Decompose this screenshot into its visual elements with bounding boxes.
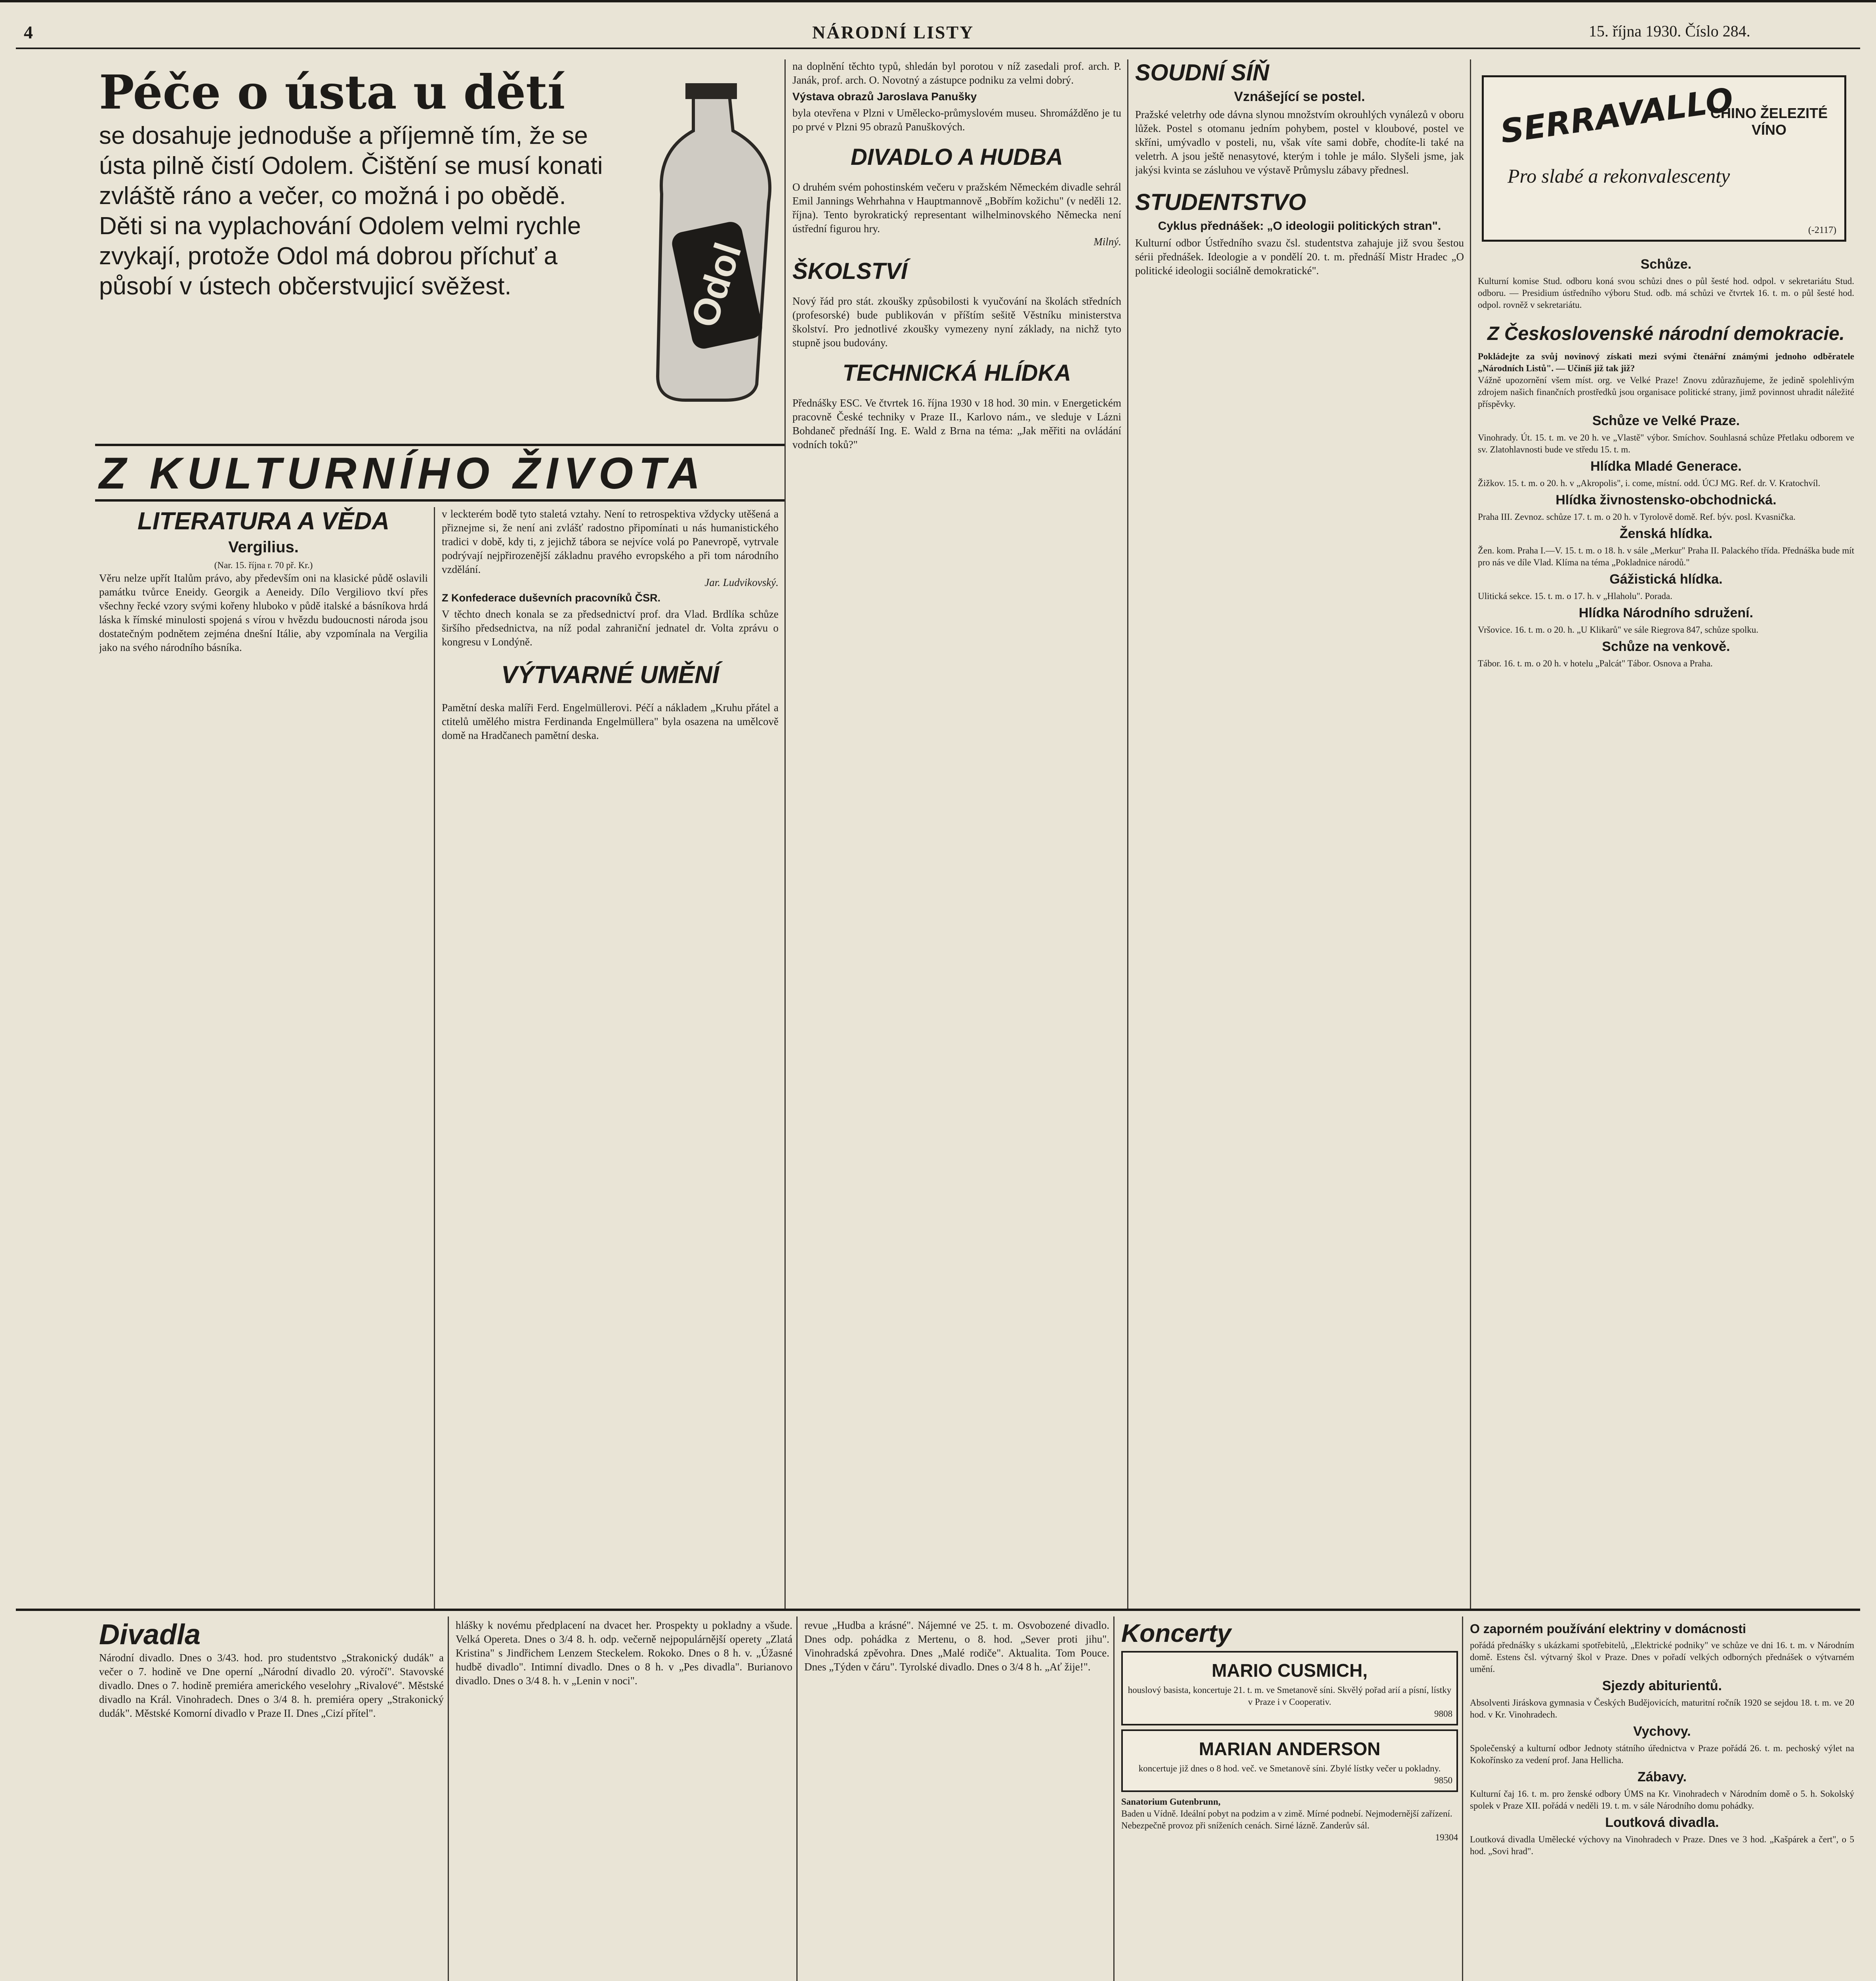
culture-rule-bottom (95, 499, 784, 502)
serravallo-slogan: Pro slabé a rekonvalescenty (1508, 165, 1730, 187)
issue-date: 15. října 1930. Číslo 284. (1589, 22, 1750, 40)
skolstvi-title: ŠKOLSTVÍ (792, 258, 908, 284)
anderson-text: koncertuje již dnes o 8 hod. več. ve Smetanově síni. Zbylé lístky večer u pokladny. (1138, 1763, 1441, 1773)
right-item-title: Hlídka živnostensko-obchodnická. (1555, 492, 1777, 508)
zabavy-title: Zábavy. (1637, 1769, 1687, 1784)
right-column (1478, 254, 1854, 1609)
right-item-text: Tábor. 16. t. m. o 20 h. v hotelu „Palcát" Tábor. Osnova a Praha. (1478, 658, 1713, 668)
right-item-text: Vršovice. 16. t. m. o 20. h. „U Klikarů" ve sále Riegrova 847, schůze spolku. (1478, 625, 1759, 635)
right-bottom-column (1470, 1618, 1854, 1981)
serravallo-ad (1482, 75, 1846, 242)
panuska-text: byla otevřena v Plzni v Umělecko-průmyslovém museu. Shromážděno je tu po prvé v Plzni 95 obrazů Panuškových. (792, 107, 1121, 133)
cusmich-ad (1121, 1651, 1458, 1725)
vergilius-continuation: v leckterém bodě tyto staletá vztahy. Není to retrospektiva vždycky utěšená a přiznejme si, že není ani zvlášť radostno připomínati u nás humanistického tradici v době, kdy ti, z jejichž tábora se nejvíce volá po Panevropě, vytrvale podrývají nejpřirozenější základnu pravého evropského a při tom národního vzdělání. (442, 508, 779, 575)
culture-section-title: Z KULTURNÍHO ŽIVOTA (99, 448, 706, 498)
column-divider-2 (784, 59, 786, 1609)
column-divider-5 (448, 1616, 449, 1981)
middle-culture-column (442, 507, 779, 1609)
demokracie-title: Z Československé národní demokracie. (1487, 323, 1845, 344)
soudni-sin-title: SOUDNÍ SÍŇ (1135, 60, 1269, 86)
studentstvo-subtitle: Cyklus přednášek: „O ideologii politických stran". (1158, 219, 1441, 233)
vergilius-dateline: (Nar. 15. října r. 70 př. Kr.) (214, 560, 313, 570)
divadla-text: Národní divadlo. Dnes o 3/43. hod. pro studentstvo „Strakonický dudák" a večer o 7. hodině ve Dne operní „Národní divadlo 20. výročí". Stavovské divadlo. Dnes o 7. hodině premiéra amerického veselohry „Rivalové". Městské divadlo na Král. Vinohradech. Dnes o 3/4 8. h. premiéra opery „Strakonický dudák". Městské Komorní divadlo v Praze II. Dnes „Cizí přítel". (99, 1652, 444, 1719)
anderson-code: 9850 (1434, 1775, 1452, 1785)
theatre-text-3: revue „Hudba a krásné". Nájemné ve 25. t. m. Osvobozené divadlo. Dnes odp. pohádka z Mertenu, o 8. hod. „Sever proti jihu". Vinohradská zpěvohra. Dnes „Malé rodiče". Aktualita. Tom Pouce. Dnes „Týden v čáru". Tyrolské divadlo. Dnes o 3/4 8 h. „Ať žije!". (804, 1619, 1109, 1673)
cusmich-text: houslový basista, koncertuje 21. t. m. ve Smetanově síni. Skvělý pořad arií a písní, lístky v Praze i v Cooperativ. (1128, 1685, 1452, 1707)
right-item-text: Žen. kom. Praha I.—V. 15. t. m. o 18. h. v sále „Merkur" Praha II. Palackého třída. Přednáška bude mít pro nás ve díle Vlad. Klíma na téma „Pokladnice národů." (1478, 546, 1854, 567)
vergilius-body: Věru nelze upřít Italům právo, aby především oni na klasické půdě oslavili památku tvůrce Eneidy. Georgik a Aeneidy. Dílo Vergiliovo tkví přes všechny řecké vzory svými kořeny hluboko v půdě italské a básníkova hrdá láska k římské minulosti spojená s vírou v hvězdu budoucnosti národa jsou dostatečným podnětem zejména dnešní Itálie, aby vzpomínala na Vergilia jako na svého národního básníka. (99, 572, 428, 653)
vychovy-text: Společenský a kulturní odbor Jednoty státního úřednictva v Praze pořádá 26. t. m. pechoský výlet na Kokořínsko za vedení prof. Jana Hellicha. (1470, 1743, 1854, 1765)
serravallo-product: CHINO ŽELEZITÉ VÍNO (1710, 105, 1828, 138)
zabavy-text: Kulturní čaj 16. t. m. pro ženské odbory ÚMS na Kr. Vinohradech v Národním domě o 5. h. Sokolský spolek v Praze XII. pořádá v neděli 19. t. m. v sále Národního domu pohádky. (1470, 1789, 1854, 1811)
column-divider-7 (1113, 1616, 1115, 1981)
odporucene-title: O zaporném používání elektriny v domácnosti (1470, 1622, 1746, 1636)
odol-text: se dosahuje jednoduše a příjemně tím, že se ústa pilně čistí Odolem. Čištění se musí konati zvláště ráno a večer, co možná i po obědě. Děti si na vyplachování Odolem velmi rychle zvykají, protože Odol má dobrou příchuť a působí v ústech občerstvujicí svěžest. (99, 122, 603, 300)
vytvarne-text: Pamětní deska malíři Ferd. Engelmüllerovi. Péčí a nákladem „Kruhu přátel a ctitelů umělého mistra Ferdinanda Engelmüllera" byla osazena na umělcově domě na Hradčanech pamětní deska. (442, 702, 779, 741)
konfederace-title: Z Konfederace duševních pracovníků ČSR. (442, 592, 661, 604)
top-center-column (792, 59, 1121, 1609)
technicka-title: TECHNICKÁ HLÍDKA (842, 360, 1071, 386)
studentstvo-text: Kulturní odbor Ústředního svazu čsl. studentstva zahajuje již svou šestou sérii přednášek. Ideologie a v pondělí 20. t. m. přednáší Mistr Hradec „O politické ideologii sociálně demokratické". (1135, 237, 1464, 277)
loutkova-title: Loutková divadla. (1605, 1815, 1719, 1830)
sanatorium-code: 19304 (1435, 1832, 1458, 1842)
vychovy-title: Vychovy. (1633, 1724, 1691, 1739)
postel-title: Vznášející se postel. (1234, 89, 1365, 104)
anderson-name: MARIAN ANDERSON (1199, 1739, 1381, 1759)
right-item-title: Hlídka Národního sdružení. (1578, 605, 1754, 620)
postel-text: Pražské veletrhy ode dávna slynou množstvím okrouhlých vynálezů v oboru lůžek. Postel s otomanu jedním pohybem, postel v kloubové, postel ve skříni, umývadlo v posteli, nu, však víte sami dobře, chodíte-li také na veletrh. A jsou ještě nenasytové, kterým i tohle je málo. Slyšeli jsme, jak jakýsi kvinta se zásluhou ve výstavě Průmyslu zábavy přednesl. (1135, 109, 1464, 176)
odporucene-text: pořádá přednášky s ukázkami spotřebitelů, „Elektrické podniky" ve schůze ve dni 16. t. m. v Národním domě. Estens čsl. výtvarný škol v Praze. Dnes v pořadí velkých odborných přednášek o výtvarném umění. (1470, 1640, 1854, 1674)
odol-bottle-image (626, 83, 792, 408)
right-item-list (1478, 413, 1854, 670)
right-item-title: Ženská hlídka. (1619, 526, 1713, 541)
studentstvo-title: STUDENTSTVO (1135, 189, 1306, 215)
theatre-column-2 (456, 1618, 792, 1981)
schuze-text: Kulturní komise Stud. odboru koná svou schůzi dnes o půl šesté hod. odpol. v sekretariátu Stud. odboru. — Presidium ústředního výboru Stud. odb. má schůzi ve čtvrtek 16. t. m. o půl šesté hod. odpol. rovněž v sekretariátu. (1478, 276, 1854, 310)
schuze-title: Schůze. (1640, 257, 1692, 272)
konfederace-text: V těchto dnech konala se za předsednictví prof. dra Vlad. Brdlíka schůze širšího předsednictva, na níž podal zahraniční jednatel dr. Volta zprávu o kongresu v Londýně. (442, 608, 779, 648)
skolstvi-text: Nový řád pro stát. zkoušky způsobilosti k vyučování na školách středních (profesorské) bude publikován v příštím sešitě Věstníku ministerstva školství. Pro jednotlivé zkoušky vymezeny nyní základy, na nichž tyto stupně jsou budovány. (792, 295, 1121, 349)
panuska-title: Výstava obrazů Jaroslava Panušky (792, 90, 977, 103)
literatura-column (99, 507, 428, 1609)
typy-text: na doplnění těchto typů, shledán byl porotou v níž zasedali prof. arch. P. Janák, prof. arch. O. Novotný a zástupce podniku za velmi dobrý. (792, 60, 1121, 86)
right-item-title: Schůze ve Velké Praze. (1592, 413, 1740, 428)
technicka-text: Přednášky ESC. Ve čtvrtek 16. října 1930 v 18 hod. 30 min. v Energetickém pracovně České techniky v Praze II., Karlovo nám., ve sleduje v Lázni Bohdaneč přednáší Ing. E. Wald z Brna na téma: „Jak měřiti na ovládání vodních toků?" (792, 397, 1121, 450)
right-item-title: Gážistická hlídka. (1609, 572, 1723, 587)
koncerty-block (1121, 1618, 1458, 1975)
right-item-title: Hlídka Mladé Generace. (1590, 459, 1742, 474)
theatre-text-2: hlášky k novému předplacení na dvacet her. Prospekty u pokladny a všude. Velká Opereta. Dnes o 3/4 8. h. odp. večerně nejpopulárnější operety „Zlatá Kristina" s Jindřichem Lenzem Steckelem. Rokoko. Dnes o 8 h. v. „Úžasné hudbě divadlo". Intimní divadlo. Dnes o 8 h. v „Pes divadla". Burianovo divadlo. Dnes o 3/4 8. h. v „Lenin v noci". (456, 1619, 792, 1687)
newspaper-title: NÁRODNÍ LISTY (812, 22, 974, 42)
divadla-column (99, 1618, 444, 1981)
vytvarne-title: VÝTVARNÉ UMĚNÍ (501, 661, 719, 689)
right-item-title: Schůze na venkově. (1602, 639, 1730, 654)
column-divider-4 (1470, 59, 1471, 1609)
header-rule (16, 48, 1860, 49)
culture-rule-top (95, 444, 784, 446)
demokracie-lead: Pokládejte za svůj novinový získati mezi svými čtenářní známými jednoho odběratele „Národních Listů". — Učiníš již tak již? (1478, 351, 1854, 373)
sanatorium-title: Sanatorium Gutenbrunn, (1121, 1797, 1221, 1807)
koncerty-title: Koncerty (1121, 1619, 1231, 1647)
column-divider-1 (434, 507, 435, 1609)
right-item-text: Vinohrady. Út. 15. t. m. ve 20 h. ve „Vlastě" výbor. Smíchov. Souhlasná schůze Přetlaku odborem ve sv. Zlatohlavnosti bude ve středu 15. t. m. (1478, 433, 1854, 454)
sjezdy-text: Absolventi Jiráskova gymnasia v Českých Budějovicích, maturitní ročník 1920 se sejdou 18. t. m. ve 20 hod. v Kr. Vinohradech. (1470, 1698, 1854, 1720)
odol-ad (99, 67, 792, 440)
column-divider-3 (1127, 59, 1128, 1609)
column-divider-8 (1462, 1616, 1463, 1981)
divadlo-signature: Milný. (1094, 236, 1121, 248)
divadlo-hudba-title: DIVADLO A HUDBA (851, 144, 1063, 170)
section-divider (16, 1609, 1860, 1611)
top-border (0, 0, 1876, 2)
cusmich-name: MARIO CUSMICH, (1212, 1660, 1368, 1681)
soudni-sin-column (1135, 59, 1464, 1609)
divadla-title: Divadla (99, 1619, 201, 1651)
sjezdy-title: Sjezdy abiturientů. (1602, 1678, 1722, 1693)
column-divider-6 (796, 1616, 798, 1981)
literatura-title: LITERATURA A VĚDA (137, 508, 390, 535)
right-item-text: Žižkov. 15. t. m. o 20. h. v „Akropolis", i. come, místní. odd. ÚCJ MG. Ref. dr. V. Kratochvíl. (1478, 478, 1821, 488)
anderson-ad (1121, 1729, 1458, 1792)
page-number: 4 (24, 22, 33, 42)
serravallo-code: (-2117) (1808, 225, 1836, 235)
demokracie-text: Vážně upozornění všem míst. org. ve Velké Praze! Znovu zdůrazňujeme, že jedině spolehlivým zdrojem našich finančních prostředků jsou organisace politické strany, jimž povinnost uhradit náležité příspěvky. (1478, 375, 1854, 409)
divadlo-hudba-text: O druhém svém pohostinském večeru v pražském Německém divadle sehrál Emil Jannings Wehrhahna v Hauptmannově „Bobřím kožichu" (v neděli 12. října). Tento byrokratický representant wilhelminovského Německa není ústřední figurou hry. (792, 181, 1121, 235)
vergilius-signature: Jar. Ludvikovský. (704, 576, 779, 588)
serravallo-brand: SERRAVALLO (1498, 81, 1736, 151)
vergilius-title: Vergilius. (228, 538, 299, 556)
sanatorium-text: Baden u Vídně. Ideální pobyt na podzim a v zimě. Mírné podnebí. Nejmodernější zařízení. Nebezpečně provoz při sníženích cenách. Sirné lázně. Zanderův sál. (1121, 1809, 1452, 1830)
right-item-text: Ulitická sekce. 15. t. m. o 17. h. v „Hlaholu". Porada. (1478, 591, 1673, 601)
right-item-text: Praha III. Zevnoz. schůze 17. t. m. o 20 h. v Tyrolově domě. Ref. býv. posl. Kvasnička. (1478, 512, 1796, 522)
loutkova-text: Loutková divadla Umělecké výchovy na Vinohradech v Praze. Dnes ve 3 hod. „Kašpárek a čert", o 5 hod. „Sovi hrad". (1470, 1834, 1854, 1856)
theatre-column-3 (804, 1618, 1109, 1981)
cusmich-code: 9808 (1434, 1709, 1452, 1719)
odol-bottle-label: Odol (683, 238, 750, 332)
odol-headline: Péče o ústa u dětí (99, 65, 565, 120)
